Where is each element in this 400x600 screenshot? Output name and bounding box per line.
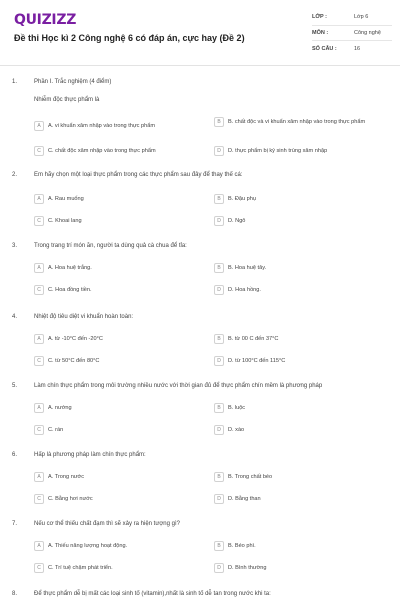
option-text: A. Thiếu năng lượng hoạt động.: [48, 542, 128, 549]
option-letter-box: A: [34, 334, 44, 344]
option-c[interactable]: [34, 425, 63, 435]
question-number: 1.: [12, 79, 18, 85]
meta-value: Công nghệ: [354, 29, 381, 36]
option-letter-box: D: [214, 563, 224, 573]
option-text: A. nướng: [48, 404, 72, 411]
option-text: C. Hoa đồng tiền.: [48, 286, 92, 293]
option-text: B. Béo phì.: [228, 542, 256, 549]
option-c[interactable]: [34, 356, 99, 366]
option-text: C. Khoai lang: [48, 217, 82, 224]
option-letter-box: A: [34, 194, 44, 204]
option-letter-box: C: [34, 356, 44, 366]
question-text: Trong trang trí món ăn, người ta dùng quả cà chua để tỉa:: [34, 243, 187, 249]
option-a[interactable]: [34, 263, 92, 273]
question-text: Nếu cơ thể thiếu chất đạm thì sẽ xảy ra hiện tượng gì?: [34, 521, 180, 527]
option-letter-box: D: [214, 494, 224, 504]
option-letter-box: B: [214, 334, 224, 344]
option-text: D. Bằng than: [228, 495, 261, 502]
option-d[interactable]: [214, 285, 390, 295]
option-a[interactable]: [34, 194, 84, 204]
option-a[interactable]: [34, 472, 84, 482]
option-letter-box: B: [214, 194, 224, 204]
option-text: D. Bình thường: [228, 564, 267, 571]
meta-key: SỐ CÂU :: [312, 45, 337, 52]
question-5: [0, 383, 400, 443]
option-text: D. Ngô: [228, 217, 246, 224]
option-text: C. từ 50°C đến 80°C: [48, 357, 100, 364]
option-letter-box: B: [214, 117, 224, 127]
question-subtext: Nhiễm độc thực phẩm là: [34, 97, 100, 103]
option-letter-box: C: [34, 494, 44, 504]
option-letter-box: C: [34, 146, 44, 156]
option-letter-box: D: [214, 285, 224, 295]
meta-key: LỚP :: [312, 14, 327, 21]
option-c[interactable]: [34, 494, 93, 504]
option-letter-box: A: [34, 263, 44, 273]
option-b[interactable]: [214, 541, 390, 551]
option-c[interactable]: [34, 285, 92, 295]
option-b[interactable]: [214, 263, 390, 273]
question-number: 3.: [12, 243, 18, 249]
meta-value: Lớp 6: [354, 14, 369, 21]
question-1: [0, 79, 400, 159]
meta-row-grade: [312, 10, 392, 26]
option-letter-box: A: [34, 121, 44, 131]
option-a[interactable]: [34, 541, 127, 551]
option-text: C. Trí tuệ chậm phát triển.: [48, 564, 113, 571]
option-b[interactable]: [214, 334, 390, 344]
option-letter-box: A: [34, 472, 44, 482]
option-letter-box: C: [34, 425, 44, 435]
option-letter-box: A: [34, 403, 44, 413]
option-d[interactable]: [214, 494, 390, 504]
option-b[interactable]: [214, 403, 390, 413]
option-d[interactable]: [214, 146, 390, 156]
option-d[interactable]: [214, 216, 390, 226]
option-c[interactable]: [34, 146, 156, 156]
question-text: Làm chín thực phẩm trong môi trường nhiều nước với thời gian đủ để thực phẩm chín mềm là phương pháp: [34, 383, 323, 389]
page-title: Đề thi Học kì 2 Công nghệ 6 có đáp án, cực hay (Đề 2): [14, 33, 245, 43]
question-text: Để thực phẩm dễ bị mất các loại sinh tố (vitamin),nhất là sinh tố dễ tan trong nước khi ta:: [34, 591, 271, 597]
option-b[interactable]: [214, 472, 390, 482]
option-d[interactable]: [214, 425, 390, 435]
option-letter-box: B: [214, 403, 224, 413]
meta-row-subject: [312, 26, 392, 42]
option-a[interactable]: [34, 121, 155, 131]
option-b[interactable]: [214, 117, 390, 127]
question-number: 8.: [12, 591, 18, 597]
option-text: C. rán: [48, 426, 64, 433]
option-text: B. Hoa huệ tây.: [228, 264, 267, 271]
question-3: [0, 243, 400, 303]
question-number: 5.: [12, 383, 18, 389]
meta-table: [312, 10, 392, 57]
question-number: 7.: [12, 521, 18, 527]
option-text: D. từ 100°C đến 115°C: [228, 357, 286, 364]
option-text: A. vi khuẩn xâm nhập vào trong thực phẩm: [48, 122, 155, 129]
option-text: D. Hoa hồng.: [228, 286, 261, 293]
option-letter-box: C: [34, 216, 44, 226]
option-letter-box: B: [214, 263, 224, 273]
option-letter-box: B: [214, 472, 224, 482]
question-4: [0, 314, 400, 374]
option-text: B. luộc: [228, 404, 246, 411]
option-c[interactable]: [34, 563, 113, 573]
option-c[interactable]: [34, 216, 82, 226]
meta-value: 16: [354, 45, 361, 52]
option-text: A. Trong nước: [48, 473, 85, 480]
option-text: D. xào: [228, 426, 245, 433]
option-letter-box: D: [214, 146, 224, 156]
option-b[interactable]: [214, 194, 390, 204]
question-number: 4.: [12, 314, 18, 320]
option-letter-box: C: [34, 563, 44, 573]
option-text: A. Rau muống: [48, 195, 84, 202]
question-number: 2.: [12, 172, 18, 178]
option-text: B. chất độc và vi khuẩn xâm nhập vào trong thực phẩm: [228, 118, 366, 125]
quizizz-logo: QUIZIZZ: [14, 12, 77, 28]
question-text: Nhiệt độ tiêu diệt vi khuẩn hoàn toàn:: [34, 314, 134, 320]
option-letter-box: D: [214, 356, 224, 366]
option-letter-box: B: [214, 541, 224, 551]
option-text: A. Hoa huệ trắng.: [48, 264, 92, 271]
option-d[interactable]: [214, 356, 390, 366]
question-text: Phần I. Trắc nghiệm (4 điểm): [34, 79, 112, 85]
option-text: B. Trong chất béo: [228, 473, 273, 480]
option-text: C. chất độc xâm nhập vào trong thực phẩm: [48, 147, 156, 154]
option-text: C. Bằng hơi nước: [48, 495, 93, 502]
meta-row-count: [312, 41, 392, 57]
question-8: [0, 591, 400, 600]
option-letter-box: A: [34, 541, 44, 551]
question-text: Em hãy chọn một loại thực phẩm trong các thực phẩm sau đây để thay thế cá:: [34, 172, 243, 178]
question-text: Hấp là phương pháp làm chín thực phẩm:: [34, 452, 146, 458]
option-letter-box: C: [34, 285, 44, 295]
option-text: D. thực phẩm bị ký sinh trùng xâm nhập: [228, 147, 328, 154]
option-text: B. từ 00 C đến 37°C: [228, 335, 279, 342]
page-header: [0, 0, 400, 66]
option-a[interactable]: [34, 334, 103, 344]
question-number: 6.: [12, 452, 18, 458]
question-7: [0, 521, 400, 581]
question-2: [0, 172, 400, 232]
option-text: A. từ -10°C đến -20°C: [48, 335, 103, 342]
option-a[interactable]: [34, 403, 72, 413]
option-letter-box: D: [214, 425, 224, 435]
option-letter-box: D: [214, 216, 224, 226]
option-text: B. Đậu phụ: [228, 195, 256, 202]
meta-key: MÔN :: [312, 29, 329, 36]
question-6: [0, 452, 400, 512]
option-d[interactable]: [214, 563, 390, 573]
